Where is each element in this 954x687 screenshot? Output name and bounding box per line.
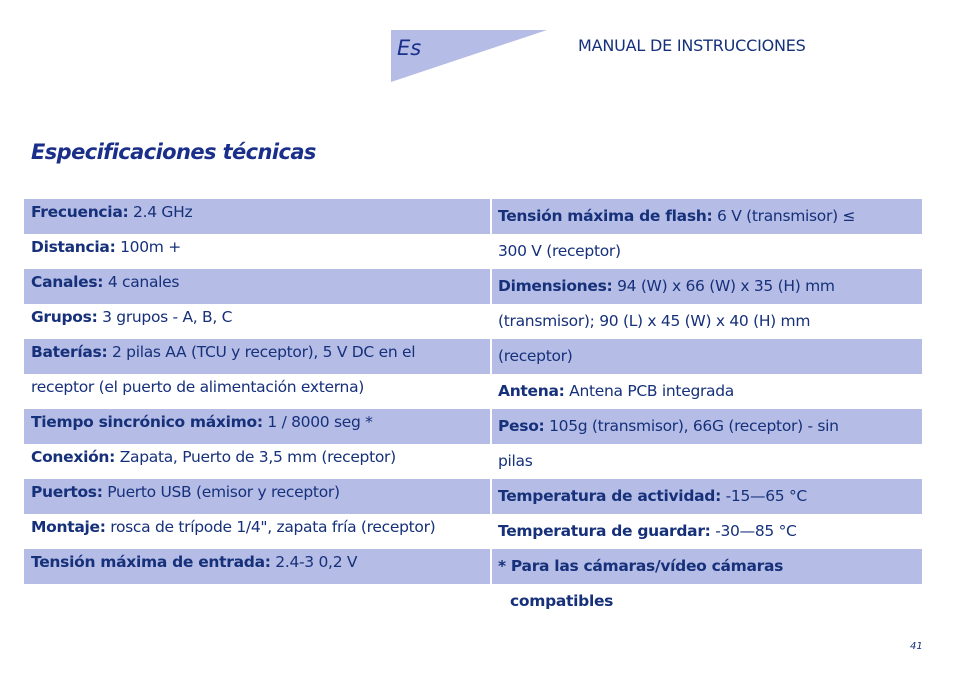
spec-note-row: [492, 584, 922, 619]
spec-row: [24, 304, 490, 339]
page-number: 41: [910, 641, 923, 652]
spec-row: [24, 444, 490, 479]
spec-row: [492, 409, 922, 444]
spec-value: 1 / 8000 seg *: [262, 413, 373, 431]
spec-row: [492, 339, 922, 374]
spec-value: 4 canales: [103, 273, 180, 291]
spec-row: [492, 374, 922, 409]
spec-value: 300 V (receptor): [498, 242, 621, 260]
spec-value: -15—65 °C: [720, 487, 807, 505]
specs-left-column: [24, 199, 490, 584]
spec-row: [492, 304, 922, 339]
specs-right-column: [492, 199, 922, 619]
spec-label: Canales:: [31, 273, 104, 291]
spec-label: Temperatura de guardar:: [498, 522, 711, 540]
spec-note: * Para las cámaras/vídeo cámaras: [498, 557, 784, 575]
spec-note: compatibles: [510, 592, 614, 610]
spec-row: [24, 199, 490, 234]
spec-note-row: [492, 549, 922, 584]
spec-row: [24, 549, 490, 584]
spec-value: 105g (transmisor), 66G (receptor) - sin: [544, 417, 839, 435]
spec-value: pilas: [498, 452, 533, 470]
spec-value: 2.4-3 0,2 V: [270, 553, 358, 571]
spec-value: 2 pilas AA (TCU y receptor), 5 V DC en el: [107, 343, 416, 361]
spec-row: [492, 199, 922, 234]
spec-row: [492, 514, 922, 549]
spec-label: Montaje:: [31, 518, 106, 536]
spec-value: rosca de trípode 1/4", zapata fría (receptor): [105, 518, 436, 536]
section-title: Especificaciones técnicas: [31, 140, 316, 164]
spec-row: [492, 269, 922, 304]
spec-value: -30—85 °C: [710, 522, 797, 540]
spec-label: Grupos:: [31, 308, 98, 326]
spec-value: 2.4 GHz: [128, 203, 193, 221]
spec-row: [24, 479, 490, 514]
spec-label: Tensión máxima de flash:: [498, 207, 713, 225]
spec-label: Distancia:: [31, 238, 116, 256]
spec-label: Frecuencia:: [31, 203, 129, 221]
spec-value: Antena PCB integrada: [564, 382, 734, 400]
spec-row: [24, 234, 490, 269]
spec-label: Puertos:: [31, 483, 103, 501]
spec-row: [492, 444, 922, 479]
spec-value: (transmisor); 90 (L) x 45 (W) x 40 (H) mm: [498, 312, 811, 330]
spec-label: Peso:: [498, 417, 545, 435]
spec-value: 6 V (transmisor) ≤: [712, 207, 856, 225]
spec-row: [24, 514, 490, 549]
spec-label: Baterías:: [31, 343, 108, 361]
language-tab: [391, 30, 547, 82]
spec-label: Tensión máxima de entrada:: [31, 553, 271, 571]
language-code: Es: [397, 36, 422, 60]
spec-row: [492, 479, 922, 514]
spec-row: [492, 234, 922, 269]
spec-row: [24, 374, 490, 409]
spec-label: Dimensiones:: [498, 277, 613, 295]
spec-row: [24, 409, 490, 444]
spec-label: Conexión:: [31, 448, 116, 466]
spec-row: [24, 269, 490, 304]
spec-value: Zapata, Puerto de 3,5 mm (receptor): [115, 448, 396, 466]
spec-value: Puerto USB (emisor y receptor): [102, 483, 340, 501]
spec-label: Temperatura de actividad:: [498, 487, 721, 505]
spec-value: 100m +: [115, 238, 181, 256]
spec-value: (receptor): [498, 347, 573, 365]
spec-row: [24, 339, 490, 374]
spec-value: receptor (el puerto de alimentación externa): [31, 378, 365, 396]
spec-value: 3 grupos - A, B, C: [97, 308, 233, 326]
spec-value: 94 (W) x 66 (W) x 35 (H) mm: [612, 277, 835, 295]
spec-label: Tiempo sincrónico máximo:: [31, 413, 263, 431]
spec-label: Antena:: [498, 382, 565, 400]
manual-title: MANUAL DE INSTRUCCIONES: [578, 36, 806, 55]
